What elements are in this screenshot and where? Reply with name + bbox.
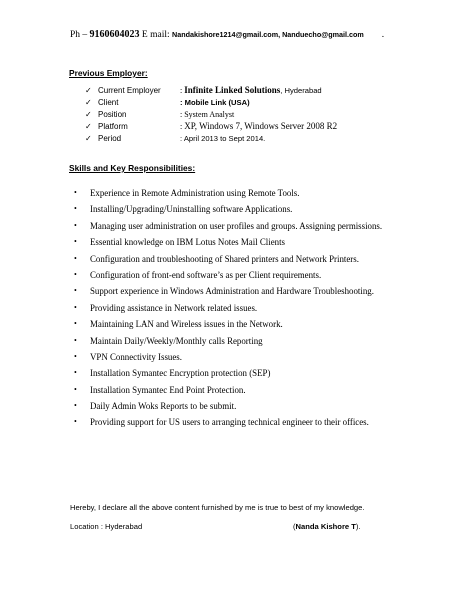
- bullet-icon: •: [74, 269, 77, 279]
- skill-text: Installation Symantec End Point Protection.: [90, 384, 246, 395]
- skill-text: Providing support for US users to arranging technical engineer to their offices.: [90, 417, 369, 428]
- skill-item: [70, 414, 382, 430]
- skill-text: Installation Symantec Encryption protection (SEP): [90, 368, 271, 379]
- bullet-icon: •: [74, 319, 77, 329]
- declaration-text: Hereby, I declare all the above content furnished by me is true to best of my knowledge.: [70, 503, 365, 512]
- skill-text: Daily Admin Woks Reports to be submit.: [90, 401, 237, 412]
- skill-text: Support experience in Windows Administration and Hardware Troubleshooting.: [90, 286, 374, 297]
- skill-text: Managing user administration on user profiles and groups. Assigning permissions.: [90, 220, 383, 231]
- bullet-icon: •: [74, 335, 77, 345]
- skill-item: [70, 251, 382, 267]
- skill-text: Installing/Upgrading/Uninstalling software Applications.: [90, 204, 293, 215]
- bullet-icon: •: [74, 220, 77, 230]
- checkmark-icon: ✓: [85, 110, 92, 119]
- employer-row-label: Position: [98, 110, 127, 119]
- phone-number: 9160604023: [89, 29, 140, 40]
- trailing-dot: .: [381, 30, 385, 40]
- bullet-icon: •: [74, 204, 77, 214]
- skill-item: [70, 201, 382, 217]
- checkmark-icon: ✓: [85, 122, 92, 131]
- skill-text: Maintaining LAN and Wireless issues in the Network.: [90, 319, 283, 330]
- bullet-icon: •: [74, 188, 77, 197]
- skill-item: [70, 365, 382, 381]
- checkmark-icon: ✓: [85, 134, 92, 143]
- signature-close: ).: [355, 522, 361, 531]
- employer-row-label: Period: [98, 134, 122, 143]
- skill-item: [70, 185, 382, 201]
- skill-item: [70, 398, 382, 414]
- skill-item: [70, 234, 382, 250]
- email-label: E mail:: [139, 30, 172, 40]
- skill-item: [70, 300, 382, 316]
- bullet-icon: •: [74, 286, 77, 296]
- employer-row-label: Current Employer: [98, 86, 161, 95]
- bullet-icon: •: [74, 237, 77, 247]
- skill-text: Maintain Daily/Weekly/Monthly calls Reporting: [90, 335, 263, 346]
- employer-row-label: Client: [98, 98, 119, 107]
- bullet-icon: •: [74, 384, 77, 394]
- skills-list: [70, 185, 382, 431]
- skill-item: [70, 316, 382, 332]
- skill-text: Configuration and troubleshooting of Shared printers and Network Printers.: [90, 253, 359, 264]
- phone-prefix: Ph –: [70, 30, 90, 40]
- skills-heading: Skills and Key Responsibilities:: [69, 163, 196, 173]
- skill-item: [70, 333, 382, 349]
- email-addresses: Nandakishore1214@gmail.com, Nanduecho@gmail.com: [172, 30, 364, 39]
- employer-row-label: Platform: [98, 122, 128, 131]
- bullet-icon: •: [74, 351, 77, 361]
- skill-text: Providing assistance in Network related issues.: [90, 302, 258, 313]
- skill-item: [70, 267, 382, 283]
- checkmark-icon: ✓: [85, 98, 92, 107]
- bullet-icon: •: [74, 253, 77, 263]
- bullet-icon: •: [74, 368, 77, 378]
- employer-row-value: : April 2013 to Sept 2014.: [180, 134, 266, 143]
- bullet-icon: •: [74, 401, 77, 411]
- skill-text: Configuration of front-end software’s as per Client requirements.: [90, 269, 322, 280]
- previous-employer-heading: Previous Employer:: [69, 68, 148, 78]
- location-text: Location : Hyderabad: [70, 522, 143, 531]
- signature-open: (: [293, 522, 296, 531]
- skill-text: VPN Connectivity Issues.: [90, 351, 182, 362]
- employer-row-value: : Infinite Linked Solutions, Hyderabad: [180, 85, 322, 95]
- skill-item: [70, 283, 382, 299]
- skill-text: Experience in Remote Administration using Remote Tools.: [90, 188, 300, 198]
- bullet-icon: •: [74, 302, 77, 312]
- bullet-icon: •: [74, 417, 77, 427]
- contact-line: [70, 29, 384, 40]
- signature-line: [293, 522, 361, 531]
- checkmark-icon: ✓: [85, 86, 92, 95]
- skill-text: Essential knowledge on IBM Lotus Notes Mail Clients: [90, 237, 285, 248]
- skill-item: [70, 382, 382, 398]
- skill-item: [70, 349, 382, 365]
- signature-name: Nanda Kishore T: [295, 522, 356, 531]
- employer-row-value: : System Analyst: [180, 110, 235, 119]
- employer-row-value: : XP, Windows 7, Windows Server 2008 R2: [180, 121, 338, 131]
- skill-item: [70, 218, 382, 234]
- employer-row-value: : Mobile Link (USA): [180, 98, 250, 107]
